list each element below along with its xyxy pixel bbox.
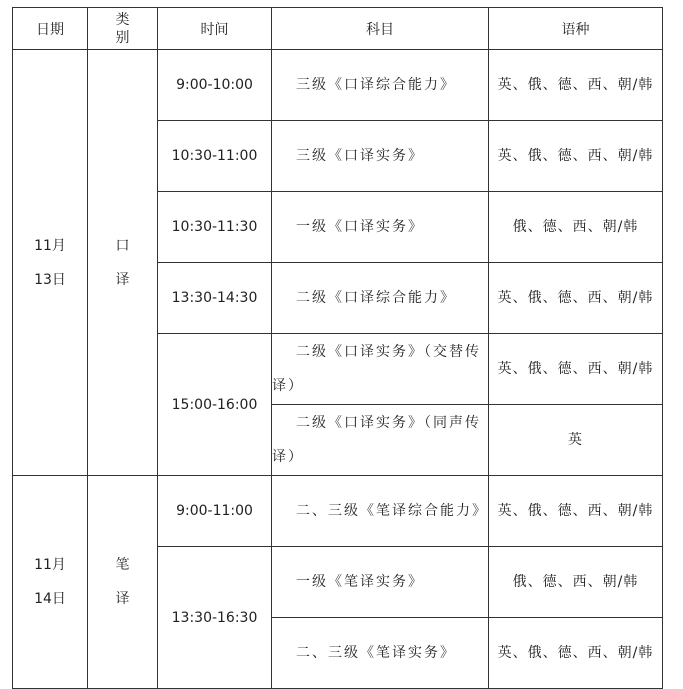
category-cell bbox=[88, 50, 158, 476]
exam-schedule-table bbox=[12, 7, 663, 689]
date-day: 14日 bbox=[34, 591, 66, 607]
time-cell: 10:30-11:30 bbox=[158, 192, 272, 263]
subject-cell: 二级《口译实务》（交替传译） bbox=[272, 334, 489, 405]
time-cell: 10:30-11:00 bbox=[158, 121, 272, 192]
category-char: 口 bbox=[115, 237, 130, 254]
category-char: 笔 bbox=[115, 557, 130, 573]
subject-cell: 二级《口译实务》（同声传译） bbox=[272, 405, 489, 476]
date-day: 13日 bbox=[34, 271, 66, 288]
header-row bbox=[13, 8, 663, 50]
table-row bbox=[13, 476, 663, 547]
category-cell bbox=[88, 476, 158, 689]
date-month: 11月 bbox=[34, 557, 66, 573]
subject-cell: 三级《口译综合能力》 bbox=[272, 50, 489, 121]
language-cell: 英、俄、德、西、朝/韩 bbox=[489, 476, 663, 547]
time-cell: 13:30-14:30 bbox=[158, 263, 272, 334]
subject-cell: 二、三级《笔译综合能力》 bbox=[272, 476, 489, 547]
header-language: 语种 bbox=[489, 8, 663, 50]
date-month: 11月 bbox=[34, 237, 66, 254]
language-cell: 英、俄、德、西、朝/韩 bbox=[489, 263, 663, 334]
language-cell: 英、俄、德、西、朝/韩 bbox=[489, 334, 663, 405]
subject-cell: 二、三级《笔译实务》 bbox=[272, 618, 489, 689]
category-char: 译 bbox=[115, 591, 130, 607]
table-row bbox=[13, 50, 663, 121]
date-cell bbox=[13, 50, 88, 476]
language-cell: 英、俄、德、西、朝/韩 bbox=[489, 618, 663, 689]
subject-cell: 一级《笔译实务》 bbox=[272, 547, 489, 618]
time-cell: 15:00-16:00 bbox=[158, 334, 272, 476]
language-cell: 俄、德、西、朝/韩 bbox=[489, 192, 663, 263]
date-cell bbox=[13, 476, 88, 689]
header-time: 时间 bbox=[158, 8, 272, 50]
time-cell: 9:00-11:00 bbox=[158, 476, 272, 547]
language-cell: 俄、德、西、朝/韩 bbox=[489, 547, 663, 618]
header-subject: 科目 bbox=[272, 8, 489, 50]
subject-cell: 一级《口译实务》 bbox=[272, 192, 489, 263]
subject-cell: 二级《口译综合能力》 bbox=[272, 263, 489, 334]
language-cell: 英、俄、德、西、朝/韩 bbox=[489, 50, 663, 121]
header-category: 类别 bbox=[88, 8, 158, 50]
time-cell: 9:00-10:00 bbox=[158, 50, 272, 121]
time-cell: 13:30-16:30 bbox=[158, 547, 272, 689]
subject-cell: 三级《口译实务》 bbox=[272, 121, 489, 192]
header-date: 日期 bbox=[13, 8, 88, 50]
category-char: 译 bbox=[115, 271, 130, 288]
language-cell: 英、俄、德、西、朝/韩 bbox=[489, 121, 663, 192]
language-cell: 英 bbox=[489, 405, 663, 476]
